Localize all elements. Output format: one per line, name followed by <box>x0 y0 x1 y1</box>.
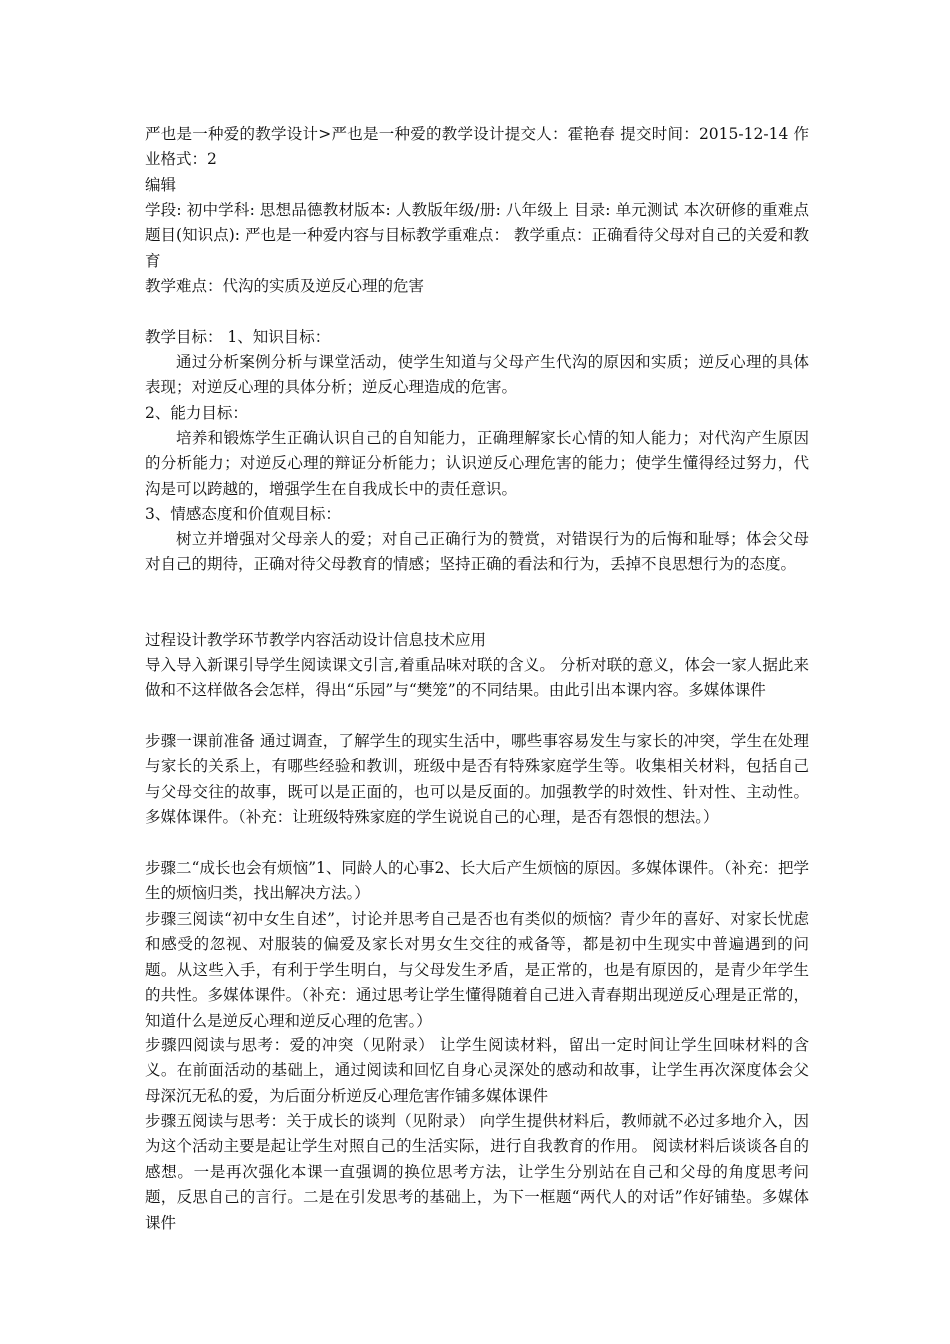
knowledge-objective-text: 通过分析案例分析与课堂活动，使学生知道与父母产生代沟的原因和实质；逆反心理的具体表现；对逆反心理的具体分析；逆反心理造成的危害。 <box>145 353 809 397</box>
emotion-objective-heading: 3、情感态度和价值观目标： <box>145 505 341 523</box>
intro-step: 导入导入新课引导学生阅读课文引言,着重品味对联的含义。 分析对联的意义，体会一家人据此来做和不这样做各会怎样，得出“乐园”与“樊笼”的不同结果。由此引出本课内容。多媒体课件 <box>145 656 809 700</box>
course-info: 学段: 初中学科: 思想品德教材版本: 人教版年级/册: 八年级上 目录: 单元测试 本次研修的重难点题目(知识点): 严也是一种爱内容与目标教学重难点： 教学重点：正确看待父母对自己的关爱和教育 <box>145 201 809 270</box>
ability-objective-text: 培养和锻炼学生正确认识自己的自知能力，正确理解家长心情的知人能力；对代沟产生原因的分析能力；对逆反心理的辩证分析能力；认识逆反心理危害的能力；使学生懂得经过努力，代沟是可以跨越的，增强学生在自我成长中的责任意识。 <box>145 429 809 498</box>
step-one: 步骤一课前准备 通过调查，了解学生的现实生活中，哪些事容易发生与家长的冲突，学生在处理与家长的关系上，有哪些经验和教训，班级中是否有特殊家庭学生等。收集相关材料，包括自己与父母交往的故事，既可以是正面的，也可以是反面的。加强教学的时效性、针对性、主动性。多媒体课件。（补充：让班级特殊家庭的学生说说自己的心理，是否有怨恨的想法。） <box>145 732 809 827</box>
process-heading: 过程设计教学环节教学内容活动设计信息技术应用 <box>145 631 487 649</box>
header-line: 严也是一种爱的教学设计>严也是一种爱的教学设计提交人：霍艳春 提交时间：2015-12-14 作业格式：2 <box>145 125 809 169</box>
step-five: 步骤五阅读与思考：关于成长的谈判（见附录） 向学生提供材料后，教师就不必过多地介入，因为这个活动主要是起让学生对照自己的生活实际，进行自我教育的作用。 阅读材料后谈谈各自的感想。一是再次强化本课一直强调的换位思考方法，让学生分别站在自己和父母的角度思考问题，反思自己的言行。二是在引发思考的基础上，为下一框题“两代人的对话”作好铺垫。多媒体课件 <box>145 1112 809 1232</box>
step-two: 步骤二“成长也会有烦恼”1、同龄人的心事2、长大后产生烦恼的原因。多媒体课件。（补充：把学生的烦恼归类，找出解决方法。） <box>145 859 809 903</box>
objectives-heading: 教学目标： 1、知识目标： <box>145 328 331 346</box>
edit-label: 编辑 <box>145 176 177 194</box>
step-four: 步骤四阅读与思考：爱的冲突（见附录） 让学生阅读材料，留出一定时间让学生回味材料的含义。在前面活动的基础上，通过阅读和回忆自身心灵深处的感动和故事，让学生再次深度体会父母深沉无私的爱，为后面分析逆反心理危害作铺多媒体课件 <box>145 1036 809 1105</box>
step-three: 步骤三阅读“初中女生自述”，讨论并思考自己是否也有类似的烦恼？青少年的喜好、对家长忧虑和感受的忽视、对服装的偏爱及家长对男女生交往的戒备等，都是初中生现实中普遍遇到的问题。从这些入手，有利于学生明白，与父母发生矛盾，是正常的，也是有原因的，是青少年学生的共性。多媒体课件。（补充：通过思考让学生懂得随着自己进入青春期出现逆反心理是正常的，知道什么是逆反心理和逆反心理的危害。） <box>145 910 809 1030</box>
teaching-difficulty: 教学难点：代沟的实质及逆反心理的危害 <box>145 277 425 295</box>
ability-objective-heading: 2、能力目标： <box>145 404 248 422</box>
emotion-objective-text: 树立并增强对父母亲人的爱；对自己正确行为的赞赏，对错误行为的后悔和耻辱；体会父母对自己的期待，正确对待父母教育的情感；坚持正确的看法和行为，丢掉不良思想行为的态度。 <box>145 530 809 574</box>
